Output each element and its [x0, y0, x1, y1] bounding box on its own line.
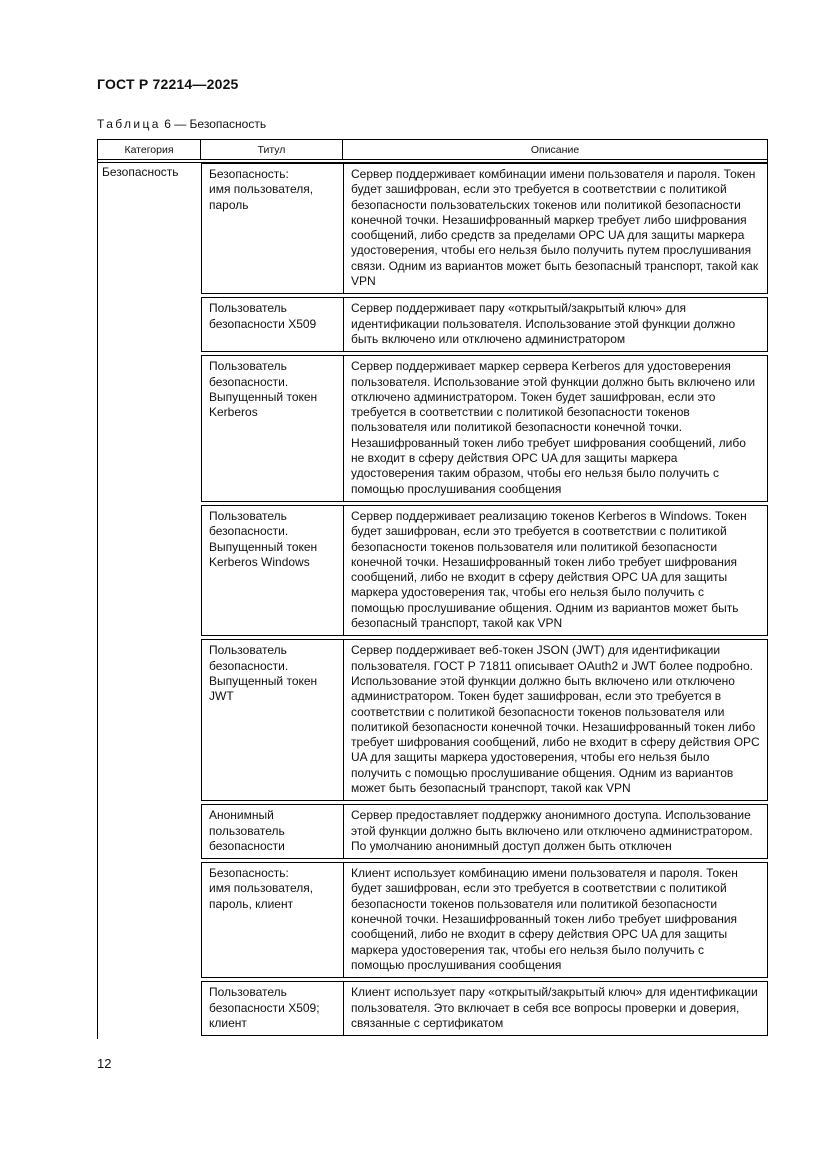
table-header — [97, 139, 768, 160]
table-row — [201, 804, 768, 859]
row-title: Анонимный пользователь безопасности — [202, 805, 344, 858]
row-description: Клиент использует комбинацию имени пользователя и пароля. Токен будет зашифрован, если это требуется в соответствии с политикой безопасности токенов пользователя или политикой безопасности конечной точки. Незашифрованный токен либо требует шифрования сообщений, либо не входит в сферу действия OPC UA для защиты маркера удостоверения так, чтобы его нельзя было получить с помощью прослушивания сообщения — [351, 866, 738, 972]
column-header-title: Титул — [201, 140, 343, 159]
table-row — [201, 163, 768, 294]
column-header-category: Категория — [98, 140, 201, 159]
document-code: ГОСТ Р 72214—2025 — [97, 76, 239, 92]
table-row — [201, 297, 768, 352]
row-title: Безопасность: имя пользователя, пароль — [202, 164, 344, 293]
row-title: Пользователь безопасности. Выпущенный токен Kerberos — [202, 356, 344, 501]
row-title: Пользователь безопасности. Выпущенный токен Kerberos Windows — [202, 506, 344, 635]
row-description: Сервер поддерживает реализацию токенов Kerberos в Windows. Токен будет зашифрован, если это требуется в соответствии с политикой безопасности токенов пользователя или политикой безопасности конечной точки. Незашифрованный токен либо требует шифрования сообщений, либо не входит в сферу действия OPC UA для защиты маркера удостоверения так, чтобы его нельзя было получить с помощью прослушивание общения. Одним из вариантов может быть безопасный транспорт, такой как VPN — [351, 508, 747, 631]
row-title: Пользователь безопасности. Выпущенный токен JWT — [202, 640, 344, 800]
table-body — [97, 163, 768, 1039]
row-description: Сервер поддерживает пару «открытый/закрытый ключ» для идентификации пользователя. Использование этой функции должно быть включено или отключено администратором — [351, 301, 736, 346]
row-description: Сервер поддерживает веб-токен JSON (JWT) для идентификации пользователя. ГОСТ Р 71811 описывает OAuth2 и JWT более подробно. Использование этой функции должно быть включено или отключено администратором. Токен будет зашифрован, если это требуется в соответствии с политикой безопасности токенов пользователя или политикой безопасности конечной точки. Незашифрованный токен либо требует шифрования сообщений, либо не входит в сферу действия OPC UA для защиты маркера удостоверения, чтобы его нельзя было получить с помощью прослушивание общения. Одним из вариантов может быть безопасный транспорт, такой как VPN — [351, 643, 760, 795]
security-table — [97, 139, 768, 1039]
column-header-description: Описание — [530, 143, 580, 156]
row-description: Сервер поддерживает комбинации имени пользователя и пароля. Токен будет зашифрован, если это требуется в соответствии с политикой безопасности пользовательских токенов или политикой безопасности конечной точки. Незашифрованный маркер требует либо шифрования сообщений, либо средств за пределами OPC UA для защиты маркера удостоверения, чтобы его нельзя было получить путем прослушивания связи. Одним из вариантов может быть безопасный транспорт, такой как VPN — [351, 167, 759, 289]
table-row — [201, 355, 768, 502]
row-description: Сервер поддерживает маркер сервера Kerberos для удостоверения пользователя. Использование этой функции должно быть включено или отключено администратором. Токен будет зашифрован, если это требуется в соответствии с политикой безопасности токенов пользователя или политикой безопасности конечной точки. Незашифрованный токен либо требует шифрования сообщений, либо не входит в сферу действия OPC UA для защиты маркера удостоверения таким образом, чтобы его нельзя было получить с помощью прослушивания сообщения — [351, 359, 756, 496]
table-row — [201, 862, 768, 978]
row-title: Пользователь безопасности X509; клиент — [202, 982, 344, 1035]
row-description: Сервер предоставляет поддержку анонимного доступа. Использование этой функции должно быть включено или отключено администратором. По умолчанию анонимный доступ должен быть отключен — [351, 808, 753, 853]
table-row — [201, 505, 768, 636]
table-rows — [201, 163, 768, 1039]
page-number: 12 — [97, 1056, 112, 1071]
table-row — [201, 639, 768, 801]
table-caption — [97, 117, 266, 131]
table-row — [201, 981, 768, 1036]
table-caption-prefix: Таблица — [97, 117, 161, 131]
row-title: Безопасность: имя пользователя, пароль, клиент — [202, 863, 344, 977]
row-title: Пользователь безопасности X509 — [202, 298, 344, 351]
row-description: Клиент использует пару «открытый/закрытый ключ» для идентификации пользователя. Это включает в себя все вопросы проверки и доверия, связанные с сертификатом — [351, 985, 758, 1030]
table-caption-title: 6 — Безопасность — [160, 117, 267, 131]
category-cell: Безопасность — [97, 163, 201, 1039]
